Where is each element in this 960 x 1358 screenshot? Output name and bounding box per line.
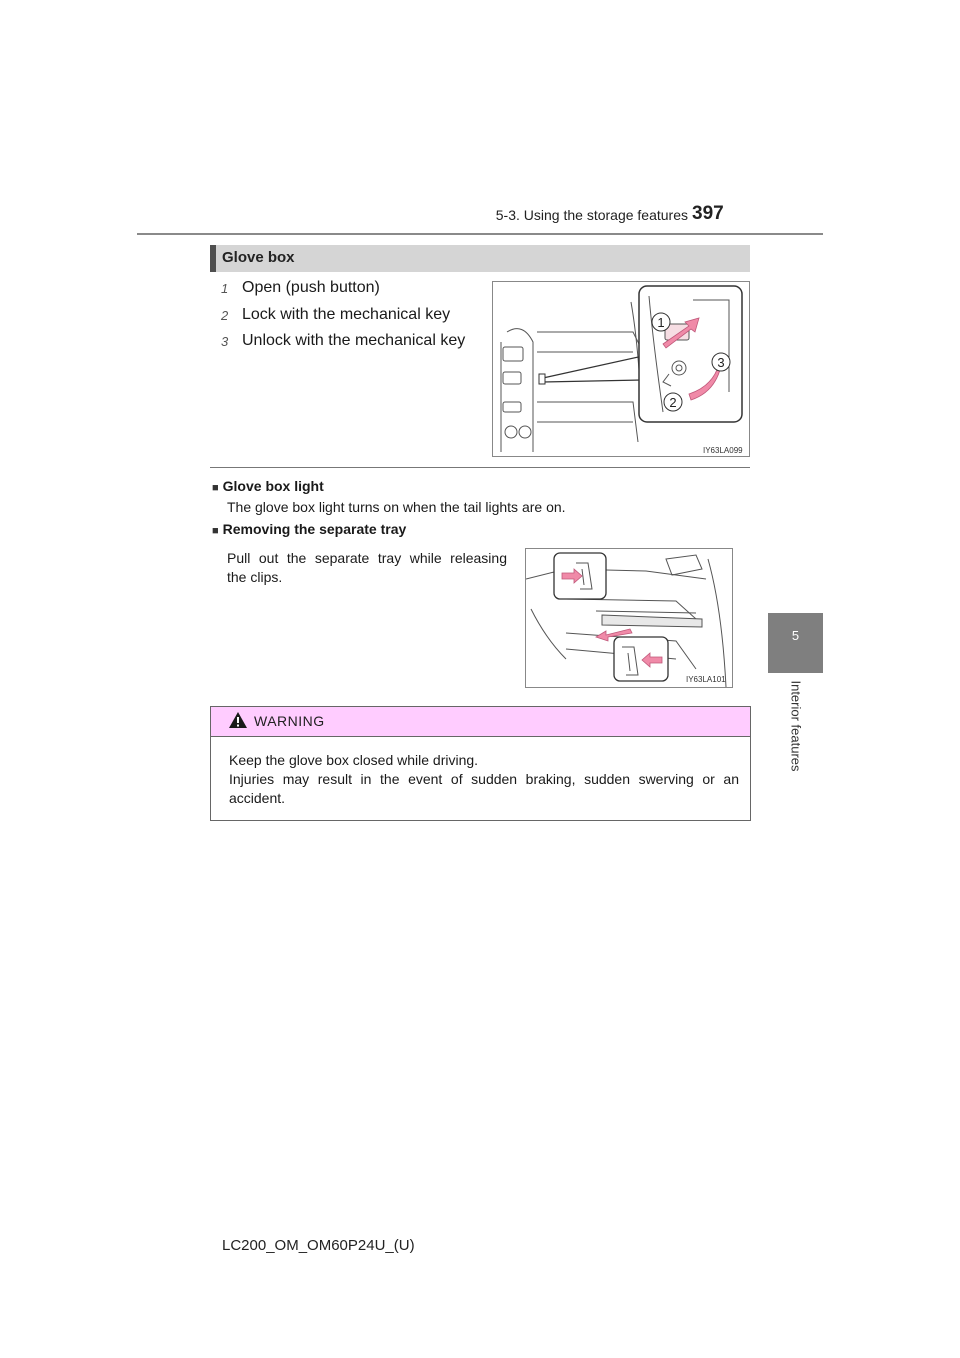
callout-1: 1 (657, 315, 665, 330)
separate-tray-text-line2: the clips. (227, 569, 283, 585)
glove-box-light-heading: ■ Glove box light (212, 478, 324, 494)
chapter-tab (768, 613, 823, 673)
step-2-number: 2 (221, 308, 229, 323)
warning-line-2: Injuries may result in the event of sudden braking, sudden swerving or an (229, 771, 739, 787)
warning-text (229, 751, 739, 808)
chapter-label: Interior features (788, 680, 804, 772)
step-3-text: Unlock with the mechanical key (242, 332, 466, 349)
square-bullet-icon: ■ (212, 525, 219, 537)
warning-title: WARNING (254, 713, 325, 729)
step-2-text: Lock with the mechanical key (242, 306, 451, 323)
glove-box-illustration (493, 282, 749, 456)
callout-2: 2 (669, 395, 677, 410)
step-1-text: Open (push button) (242, 279, 380, 296)
warning-triangle-icon (228, 711, 248, 729)
section-divider (210, 467, 750, 468)
callout-3: 3 (717, 355, 725, 370)
chapter-number: 5 (791, 628, 800, 643)
manual-code: LC200_OM_OM60P24U_(U) (222, 1237, 415, 1254)
step-3-number: 3 (221, 334, 229, 349)
glove-box-figure (492, 281, 750, 457)
section-heading: Glove box (222, 249, 295, 266)
page-number: 397 (692, 203, 724, 224)
figure-code: IY63LA101 (686, 675, 726, 684)
square-bullet-icon: ■ (212, 482, 219, 494)
separate-tray-figure (525, 548, 733, 688)
separate-tray-text-line1: Pull out the separate tray while releasing (227, 550, 507, 566)
step-1-number: 1 (221, 281, 229, 296)
separate-tray-illustration (526, 549, 732, 687)
separate-tray-heading: ■ Removing the separate tray (212, 521, 407, 537)
warning-line-3: accident. (229, 790, 286, 806)
section-heading-marker (210, 245, 216, 272)
header-section-title: 5-3. Using the storage features (495, 207, 688, 223)
header-rule (137, 233, 823, 235)
glove-box-light-text: The glove box light turns on when the tail lights are on. (227, 499, 566, 515)
warning-line-1: Keep the glove box closed while driving. (229, 752, 479, 768)
figure-code: IY63LA099 (703, 446, 743, 455)
